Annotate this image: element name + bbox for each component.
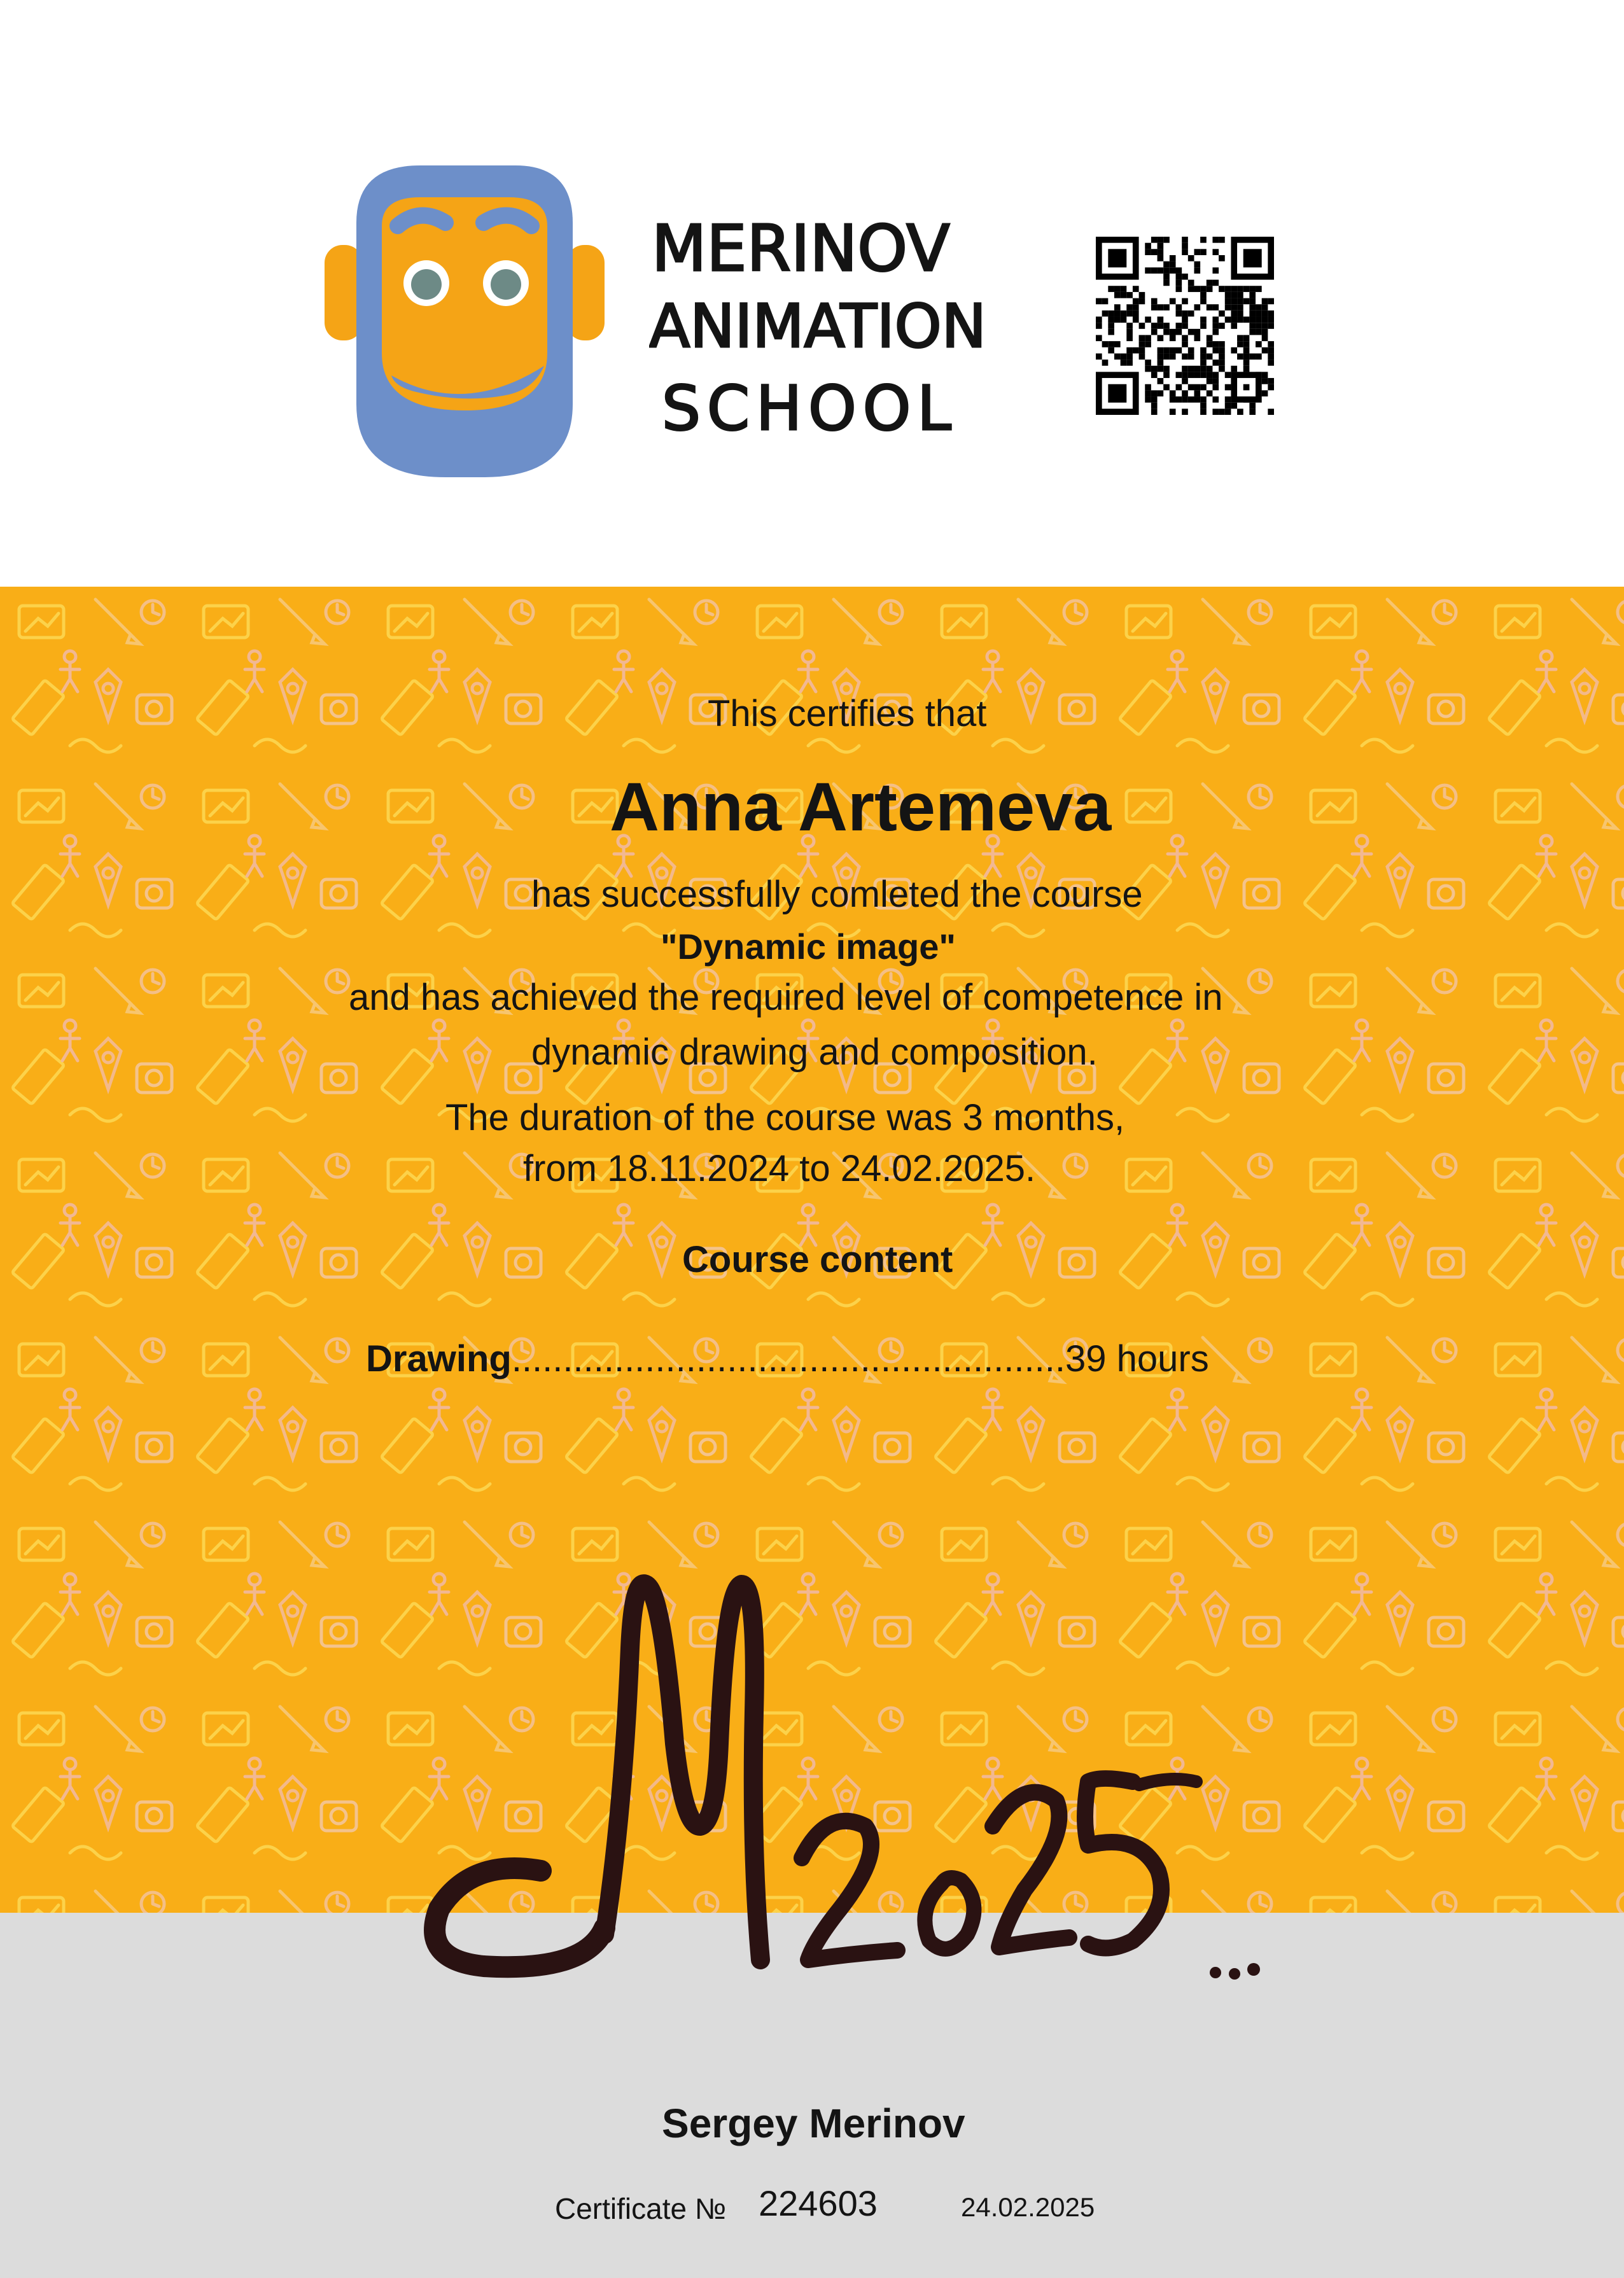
completed-text: has successfully comleted the course: [531, 874, 1143, 915]
course-content-heading: Course content: [682, 1239, 953, 1280]
signer-name: Sergey Merinov: [662, 2100, 965, 2146]
certificate-date: 24.02.2025: [961, 2192, 1095, 2222]
certifies-text: This certifies that: [708, 693, 987, 734]
qr-code-icon: [1096, 237, 1274, 415]
course-name: "Dynamic image": [661, 926, 956, 967]
duration-line-1: The duration of the course was 3 months,: [445, 1097, 1125, 1138]
logo-line-3: SCHOOL: [662, 373, 958, 444]
subject-leader-dots: ......................................................: [511, 1338, 1065, 1380]
school-name-logo: [649, 210, 1044, 445]
competence-line-2: dynamic drawing and composition.: [531, 1031, 1098, 1073]
subject-hours: 39 hours: [1065, 1338, 1209, 1380]
duration-line-2: from 18.11.2024 to 24.02.2025.: [523, 1148, 1036, 1189]
logo-line-1: MERINOV: [652, 211, 950, 286]
certificate-number-label: Certificate №: [555, 2192, 727, 2225]
logo-line-2: ANIMATION: [649, 292, 986, 361]
handwritten-signature: [395, 1553, 1298, 2011]
certificate-header: [0, 0, 1624, 587]
subject-row: [366, 1338, 1209, 1380]
recipient-name: Anna Artemeva: [610, 768, 1112, 845]
competence-line-1: and has achieved the required level of competence in: [349, 977, 1223, 1018]
robot-face-icon: [325, 162, 605, 480]
subject-name: Drawing: [366, 1338, 512, 1380]
certificate-number: 224603: [759, 2183, 878, 2223]
